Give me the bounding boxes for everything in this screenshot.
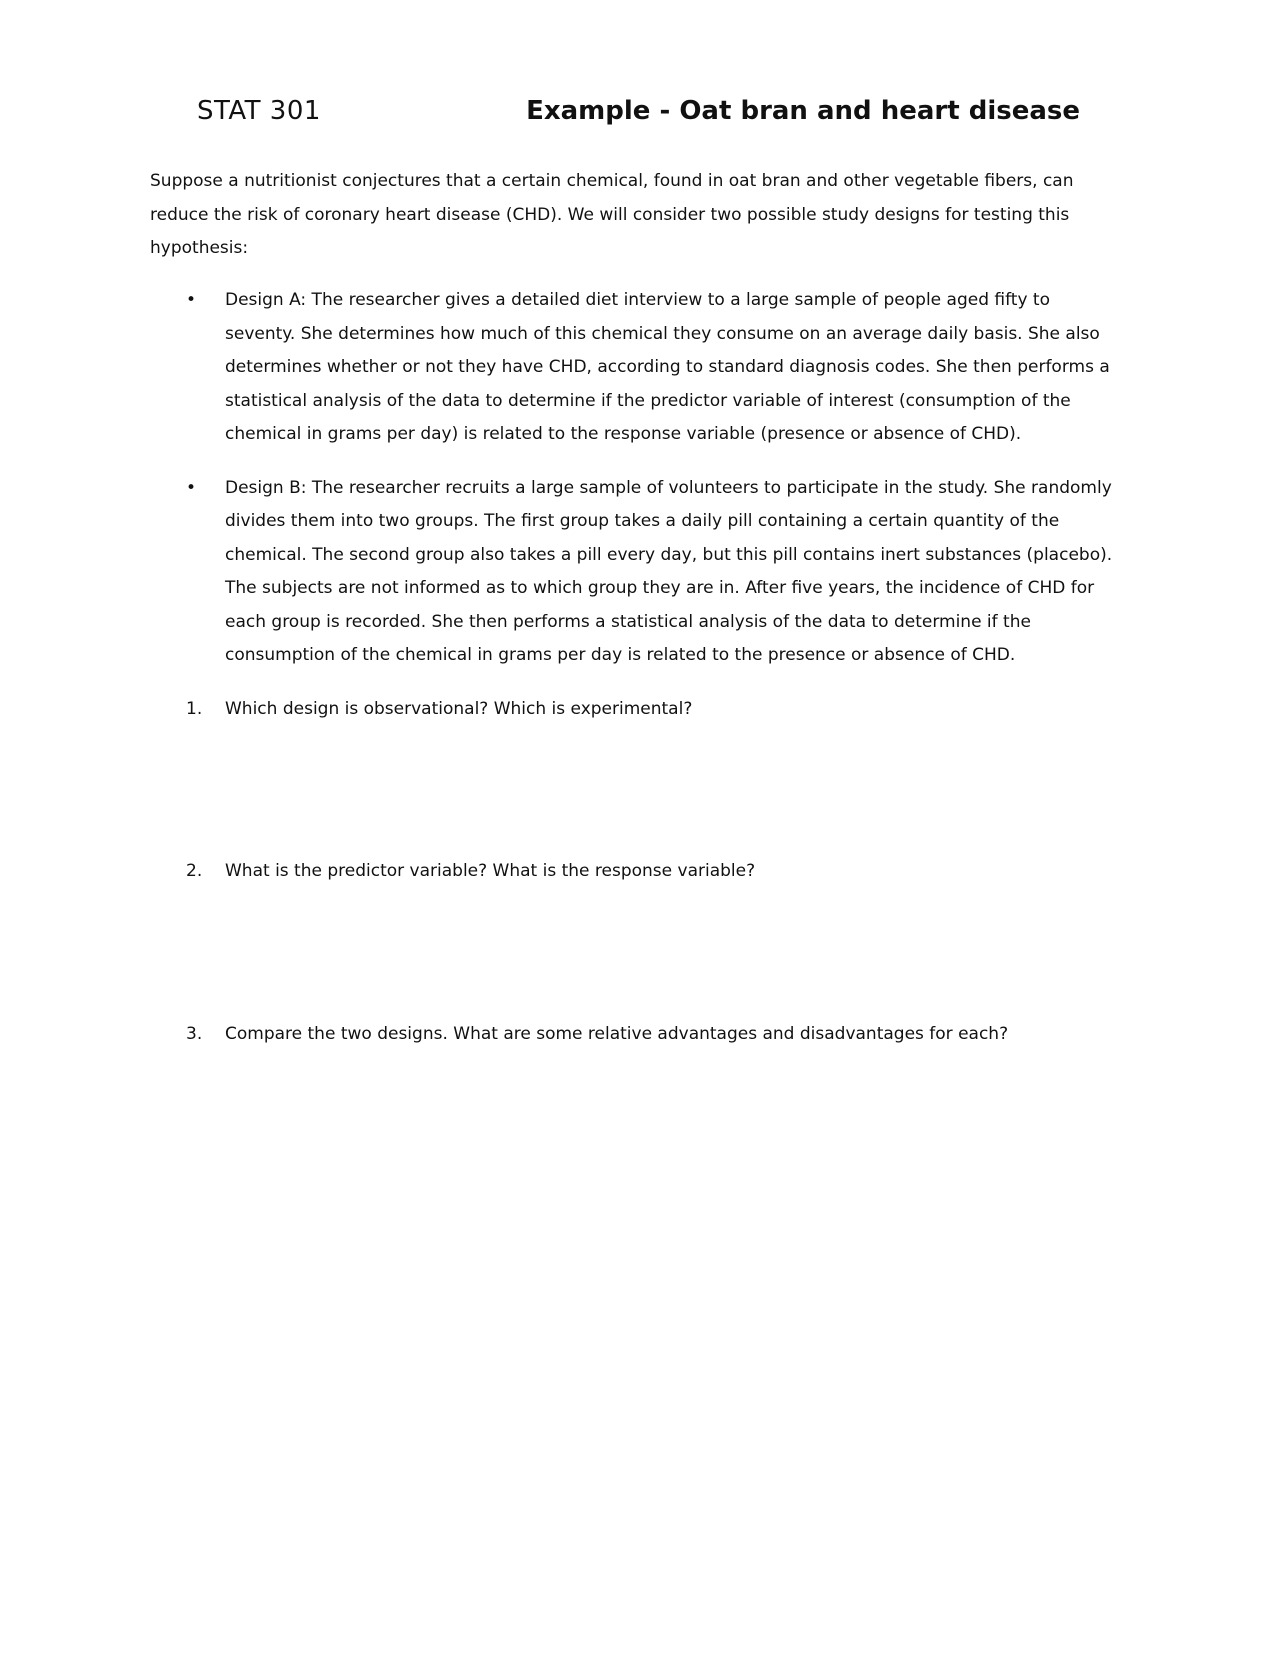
intro-paragraph: Suppose a nutritionist conjectures that a certain chemical, found in oat bran and other vegetable fibers, can reduce the risk of coronary heart disease (CHD). We will consider two possible study designs for testing this hypothesis:: [150, 171, 1074, 258]
bullet-icon: •: [186, 290, 197, 310]
design-list: [150, 284, 1125, 693]
design-b-item: [150, 472, 1125, 673]
question-text: Which design is observational? Which is experimental?: [225, 699, 693, 719]
page-title: Example - Oat bran and heart disease: [526, 96, 1080, 126]
design-a-item: [150, 284, 1125, 452]
question-number: 2.: [186, 861, 203, 881]
bullet-icon: •: [186, 477, 197, 498]
question-number: 1.: [186, 699, 203, 719]
question-text: What is the predictor variable? What is the response variable?: [225, 861, 756, 881]
page-header: [197, 96, 1080, 140]
question-number: 3.: [186, 1024, 203, 1044]
design-a-text: Design A: The researcher gives a detailed diet interview to a large sample of people aged fifty to seventy. She determines how much of this chemical they consume on an average daily basis. She also determines whether or not they have CHD, according to standard diagnosis codes. She then performs a statistical analysis of the data to determine if the predictor variable of interest (consumption of the chemical in grams per day) is related to the response variable (presence or absence of CHD).: [225, 290, 1110, 444]
question-text: Compare the two designs. What are some relative advantages and disadvantages for each?: [225, 1024, 1009, 1044]
course-code: STAT 301: [197, 96, 321, 126]
design-b-text: Design B: The researcher recruits a large sample of volunteers to participate in the study. She randomly divides them into two groups. The first group takes a daily pill containing a certain quantity of the chemical. The second group also takes a pill every day, but this pill contains inert substances (placebo). The subjects are not informed as to which group they are in. After five years, the incidence of CHD for each group is recorded. She then performs a statistical analysis of the data to determine if the consumption of the chemical in grams per day is related to the presence or absence of CHD.: [225, 477, 1113, 665]
